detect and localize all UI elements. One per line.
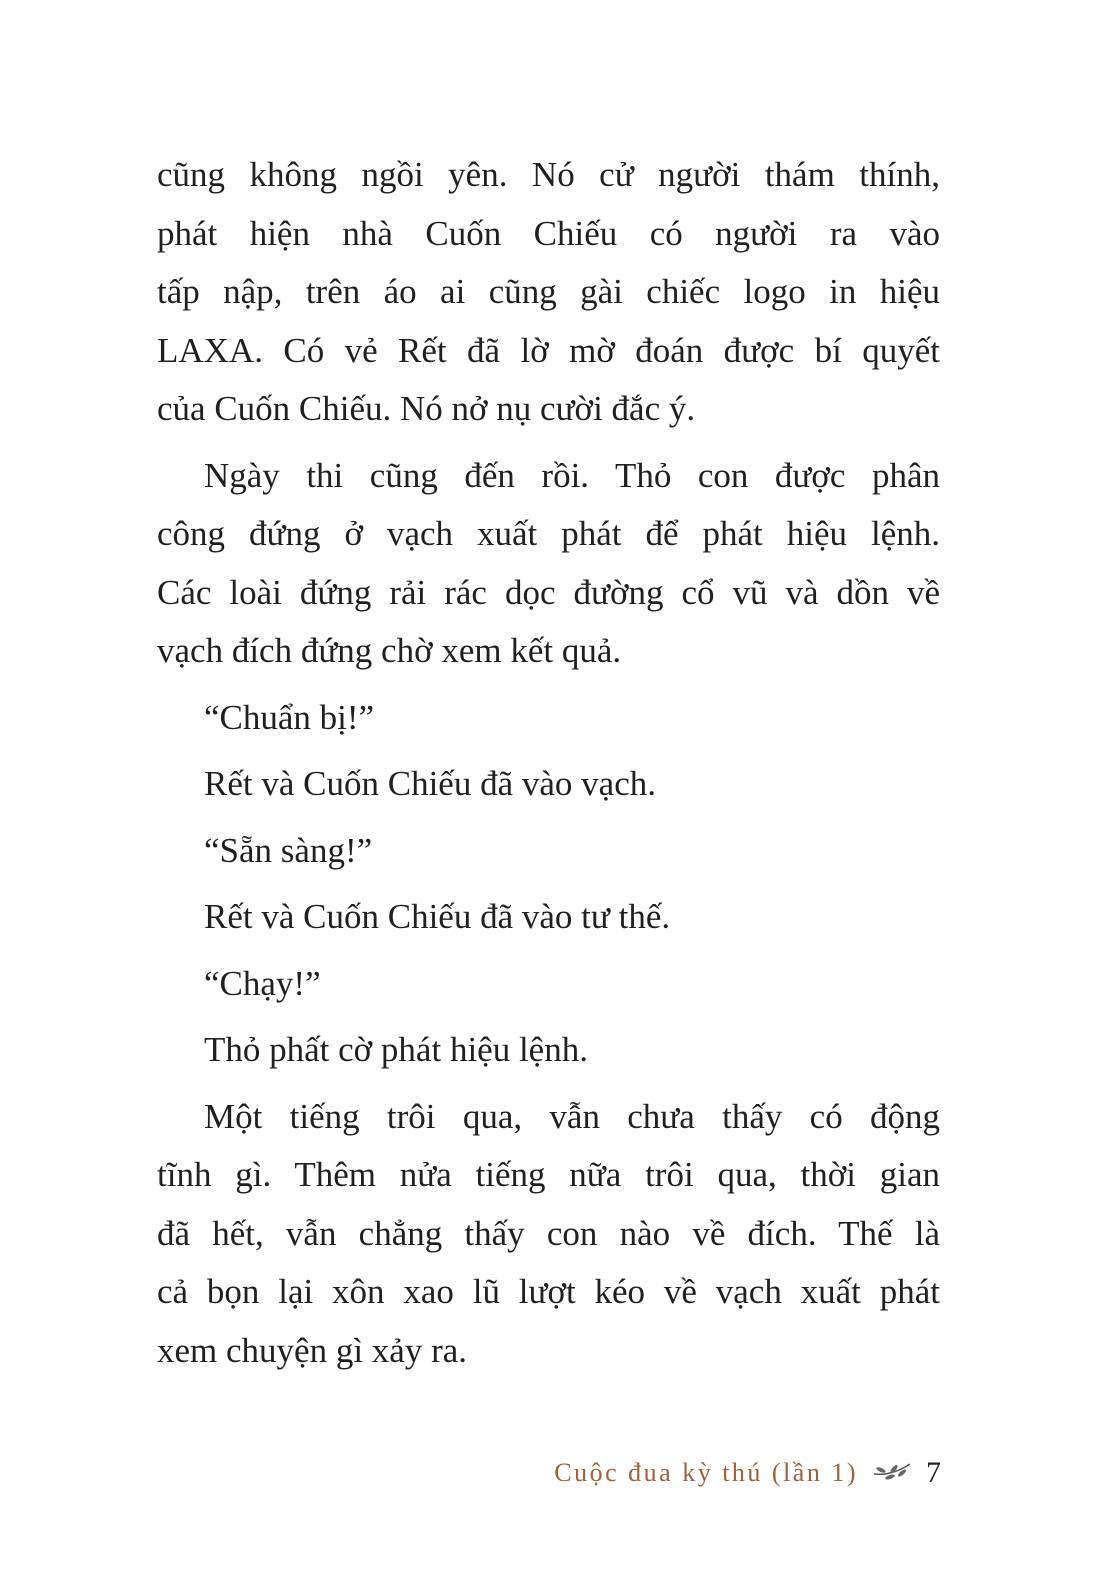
paragraph [157, 689, 940, 748]
text-line: Rết và Cuốn Chiếu đã vào vạch. [204, 764, 656, 803]
text-line: LAXA. Có vẻ Rết đã lờ mờ đoán được bí quyết [157, 330, 940, 370]
body-text [157, 146, 940, 1388]
text-line: Ngày thi cũng đến rồi. Thỏ con được phân [204, 455, 940, 495]
paragraph [157, 146, 940, 439]
text-line: “Chạy!” [204, 963, 321, 1003]
text-line: Rết và Cuốn Chiếu đã vào tư thế. [204, 897, 671, 936]
text-line: “Chuẩn bị!” [204, 697, 375, 737]
text-line: xem chuyện gì xảy ra. [157, 1330, 468, 1370]
text-line: đã hết, vẫn chẳng thấy con nào về đích. Thế là [157, 1213, 940, 1253]
text-line: Một tiếng trôi qua, vẫn chưa thấy có động [204, 1096, 940, 1136]
text-line: Các loài đứng rải rác dọc đường cổ vũ và dồn về [157, 572, 940, 612]
text-line: công đứng ở vạch xuất phát để phát hiệu lệnh. [157, 514, 940, 553]
paragraph [157, 955, 940, 1014]
text-line: cũng không ngồi yên. Nó cử người thám thính, [157, 155, 940, 194]
paragraph [157, 888, 940, 947]
text-line: phát hiện nhà Cuốn Chiếu có người ra vào [157, 213, 940, 253]
paragraph [157, 755, 940, 814]
paragraph [157, 1088, 940, 1381]
leaf-branch-icon [872, 1460, 912, 1487]
paragraph [157, 1021, 940, 1080]
text-line: vạch đích đứng chờ xem kết quả. [157, 631, 622, 670]
text-line: “Sẵn sàng!” [204, 830, 373, 870]
text-line: tĩnh gì. Thêm nửa tiếng nữa trôi qua, thời gian [157, 1155, 940, 1194]
text-line: cả bọn lại xôn xao lũ lượt kéo về vạch xuất phát [157, 1272, 940, 1311]
text-line: của Cuốn Chiếu. Nó nở nụ cười đắc ý. [157, 389, 696, 428]
text-line: tấp nập, trên áo ai cũng gài chiếc logo in hiệu [157, 272, 940, 311]
text-line: Thỏ phất cờ phát hiệu lệnh. [204, 1030, 588, 1069]
paragraph [157, 447, 940, 681]
paragraph [157, 822, 940, 881]
running-title: Cuộc đua kỳ thú (lần 1) [554, 1458, 858, 1487]
page-number: 7 [926, 1456, 941, 1489]
page-footer [554, 1456, 941, 1490]
